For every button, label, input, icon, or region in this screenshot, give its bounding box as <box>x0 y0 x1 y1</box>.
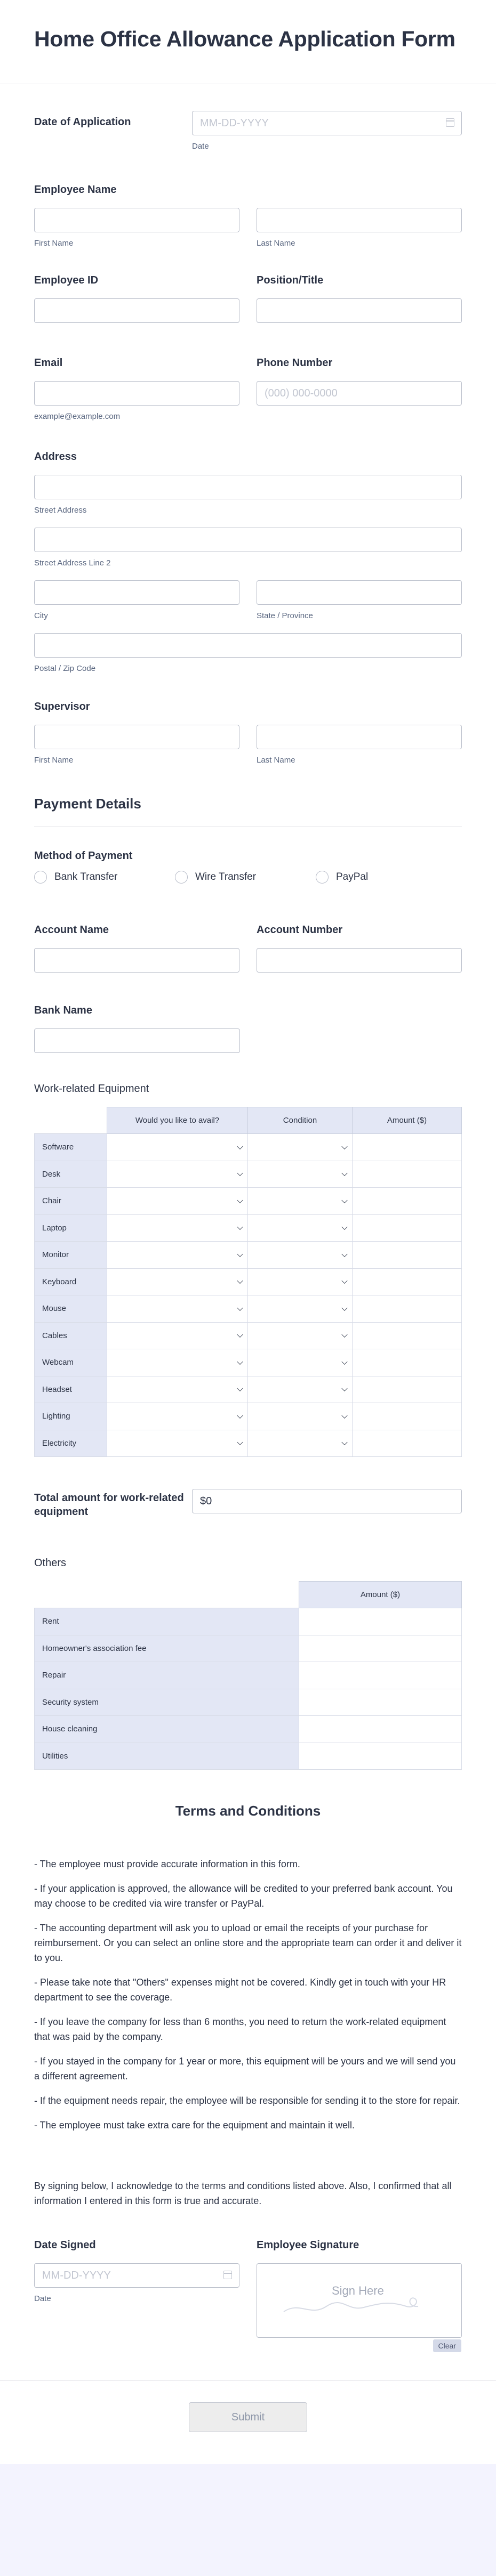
chevron-down-icon[interactable] <box>237 1143 243 1149</box>
employee-name-label: Employee Name <box>34 184 117 196</box>
calendar-icon[interactable] <box>223 2271 232 2279</box>
amount-input[interactable] <box>299 1635 462 1662</box>
table-row <box>35 1376 462 1403</box>
term-item: - If you stayed in the company for 1 year or more, this equipment will be yours and we will send you a different agreement. <box>34 2056 456 2081</box>
others-label: Others <box>34 1557 67 1569</box>
id-position-row <box>0 274 496 323</box>
form-header <box>0 0 496 84</box>
first-name-sublabel: First Name <box>34 239 74 248</box>
payment-section <box>0 796 496 827</box>
page-title: Home Office Allowance Application Form <box>34 27 455 51</box>
account-row <box>0 924 496 973</box>
table-row <box>35 1268 462 1295</box>
row-label: Webcam <box>35 1349 107 1376</box>
amount-input[interactable] <box>353 1214 462 1242</box>
employee-id-input[interactable] <box>34 298 239 323</box>
condition-select[interactable] <box>248 1376 353 1403</box>
table-row <box>35 1716 462 1743</box>
account-name-label: Account Name <box>34 924 109 936</box>
account-name-input[interactable] <box>34 948 239 973</box>
chevron-down-icon[interactable] <box>237 1332 243 1338</box>
total-label: Total amount for work-related equipment <box>34 1492 184 1518</box>
radio-wire-transfer[interactable] <box>175 871 316 884</box>
table-row <box>35 1662 462 1689</box>
column-header: Amount ($) <box>353 1107 462 1134</box>
email-phone-row <box>0 357 496 421</box>
column-header: Amount ($) <box>299 1582 462 1608</box>
chevron-down-icon[interactable] <box>341 1278 347 1284</box>
email-label: Email <box>34 357 63 369</box>
condition-select[interactable] <box>248 1214 353 1242</box>
condition-select[interactable] <box>248 1134 353 1161</box>
supervisor-last-name-input[interactable] <box>257 725 462 749</box>
chevron-down-icon[interactable] <box>341 1170 347 1176</box>
method-of-payment-label: Method of Payment <box>34 850 133 862</box>
supervisor-field <box>0 701 496 765</box>
amount-input[interactable] <box>353 1295 462 1323</box>
position-label: Position/Title <box>257 274 324 286</box>
term-item: - If you leave the company for less than 6 months, you need to return the work-related equipment that was paid by the company. <box>34 2016 446 2042</box>
submit-button[interactable]: Submit <box>189 2402 307 2432</box>
column-header: Condition <box>248 1107 353 1134</box>
signature-scribble-icon <box>278 2269 438 2333</box>
chevron-down-icon[interactable] <box>237 1386 243 1391</box>
others-field <box>0 1557 496 1770</box>
term-item: - The employee must provide accurate information in this form. <box>34 1859 300 1869</box>
chevron-down-icon[interactable] <box>341 1386 347 1391</box>
term-item: - Please take note that "Others" expenses might not be covered. Kindly get in touch with your HR department to see the coverage. <box>34 1977 446 2003</box>
section-divider <box>34 826 462 827</box>
chevron-down-icon[interactable] <box>341 1439 347 1445</box>
bank-name-field <box>0 1005 496 1053</box>
chevron-down-icon[interactable] <box>341 1305 347 1310</box>
avail-select[interactable] <box>107 1161 248 1188</box>
address-field <box>0 451 496 673</box>
table-corner <box>35 1582 299 1608</box>
table-row <box>35 1743 462 1770</box>
avail-select[interactable] <box>107 1268 248 1295</box>
table-row <box>35 1188 462 1215</box>
radio-bank-transfer[interactable] <box>34 871 175 884</box>
total-field <box>0 1489 496 1530</box>
employee-last-name-input[interactable] <box>257 208 462 232</box>
supervisor-first-sublabel: First Name <box>34 756 74 765</box>
address-label: Address <box>34 451 77 463</box>
equipment-table <box>34 1107 462 1457</box>
amount-input[interactable] <box>299 1608 462 1635</box>
signature-pad[interactable] <box>257 2263 462 2350</box>
condition-select[interactable] <box>248 1403 353 1430</box>
signature-hint: Sign Here <box>332 2284 384 2297</box>
others-table <box>34 1581 462 1770</box>
avail-select[interactable] <box>107 1403 248 1430</box>
chevron-down-icon[interactable] <box>341 1412 347 1418</box>
row-label: Lighting <box>35 1403 107 1430</box>
row-label: Homeowner's association fee <box>35 1635 299 1662</box>
table-corner <box>35 1107 107 1134</box>
table-row <box>35 1608 462 1635</box>
terms-title: Terms and Conditions <box>175 1803 321 1819</box>
table-row <box>35 1349 462 1376</box>
row-label: Security system <box>35 1689 299 1716</box>
equipment-field <box>0 1083 496 1457</box>
amount-input[interactable] <box>353 1430 462 1457</box>
street-address-sublabel: Street Address <box>34 506 87 515</box>
table-row <box>35 1295 462 1323</box>
chevron-down-icon[interactable] <box>237 1358 243 1364</box>
row-label: Keyboard <box>35 1268 107 1295</box>
payment-section-title: Payment Details <box>34 796 141 812</box>
amount-input[interactable] <box>299 1716 462 1743</box>
state-input[interactable] <box>257 580 462 605</box>
amount-input[interactable] <box>353 1376 462 1403</box>
equipment-label: Work-related Equipment <box>34 1083 149 1095</box>
row-label: Headset <box>35 1376 107 1403</box>
email-input[interactable] <box>34 381 239 406</box>
condition-select[interactable] <box>248 1161 353 1188</box>
amount-input[interactable] <box>353 1268 462 1295</box>
avail-select[interactable] <box>107 1242 248 1269</box>
date-signed-label: Date Signed <box>34 2239 96 2251</box>
row-label: Cables <box>35 1322 107 1349</box>
column-header: Would you like to avail? <box>107 1107 248 1134</box>
term-item: - The accounting department will ask you to upload or email the receipts of your purchase for reimbursement. Or you can select an online store and the appropriate team can order it and deliver it to you. <box>34 1923 462 1963</box>
chevron-down-icon[interactable] <box>341 1143 347 1149</box>
table-row <box>35 1161 462 1188</box>
signature-row <box>0 2239 496 2350</box>
bank-name-input[interactable] <box>34 1028 240 1053</box>
amount-input[interactable] <box>353 1161 462 1188</box>
chevron-down-icon[interactable] <box>341 1197 347 1203</box>
avail-select[interactable] <box>107 1295 248 1323</box>
chevron-down-icon[interactable] <box>341 1251 347 1257</box>
street-address-2-input[interactable] <box>34 528 462 552</box>
condition-select[interactable] <box>248 1349 353 1376</box>
avail-select[interactable] <box>107 1322 248 1349</box>
city-sublabel: City <box>34 611 48 620</box>
row-label: Monitor <box>35 1242 107 1269</box>
chevron-down-icon[interactable] <box>237 1197 243 1203</box>
state-sublabel: State / Province <box>257 611 313 620</box>
table-row <box>35 1134 462 1161</box>
chevron-down-icon[interactable] <box>237 1224 243 1230</box>
account-number-label: Account Number <box>257 924 343 936</box>
terms-list <box>34 1857 462 2133</box>
phone-input[interactable]: (000) 000-0000 <box>257 381 462 406</box>
clear-signature-button[interactable]: Clear <box>433 2339 461 2352</box>
total-input[interactable]: $0 <box>192 1489 462 1513</box>
terms-section <box>0 1803 496 2208</box>
avail-select[interactable] <box>107 1214 248 1242</box>
condition-select[interactable] <box>248 1188 353 1215</box>
row-label: Electricity <box>35 1430 107 1457</box>
table-row <box>35 1242 462 1269</box>
street-address-2-sublabel: Street Address Line 2 <box>34 558 111 568</box>
chevron-down-icon[interactable] <box>237 1305 243 1310</box>
supervisor-label: Supervisor <box>34 701 90 712</box>
employee-id-label: Employee ID <box>34 274 99 286</box>
supervisor-first-name-input[interactable] <box>34 725 239 749</box>
amount-input[interactable] <box>353 1188 462 1215</box>
row-label: House cleaning <box>35 1716 299 1743</box>
email-sublabel: example@example.com <box>34 412 121 421</box>
radio-label: Bank Transfer <box>54 871 118 882</box>
agreement-text: By signing below, I acknowledge to the terms and conditions listed above. Also, I confirmed that all information I entered in this form is true and accurate. <box>34 2181 452 2206</box>
date-of-application-label: Date of Application <box>34 116 131 128</box>
radio-label: PayPal <box>336 871 369 882</box>
table-row <box>35 1322 462 1349</box>
amount-input[interactable] <box>353 1322 462 1349</box>
date-of-application-input[interactable]: MM-DD-YYYY <box>192 111 462 135</box>
method-of-payment-field <box>0 850 496 884</box>
chevron-down-icon[interactable] <box>237 1439 243 1445</box>
chevron-down-icon[interactable] <box>237 1170 243 1176</box>
term-item: - The employee must take extra care for the equipment and maintain it well. <box>34 2120 355 2131</box>
row-label: Laptop <box>35 1214 107 1242</box>
date-signed-input[interactable]: MM-DD-YYYY <box>34 2263 239 2288</box>
condition-select[interactable] <box>248 1322 353 1349</box>
account-number-input[interactable] <box>257 948 462 973</box>
radio-label: Wire Transfer <box>195 871 257 882</box>
date-of-application-field <box>0 111 496 151</box>
date-sublabel: Date <box>192 142 209 151</box>
bank-name-label: Bank Name <box>34 1005 92 1016</box>
amount-input[interactable] <box>353 1242 462 1269</box>
row-label: Rent <box>35 1608 299 1635</box>
form-footer <box>0 2380 496 2464</box>
zip-input[interactable] <box>34 633 462 658</box>
amount-input[interactable] <box>353 1134 462 1161</box>
avail-select[interactable] <box>107 1188 248 1215</box>
row-label: Repair <box>35 1662 299 1689</box>
avail-select[interactable] <box>107 1430 248 1457</box>
row-label: Desk <box>35 1161 107 1188</box>
condition-select[interactable] <box>248 1268 353 1295</box>
table-row <box>35 1635 462 1662</box>
row-label: Software <box>35 1134 107 1161</box>
phone-label: Phone Number <box>257 357 333 369</box>
table-row <box>35 1689 462 1716</box>
employee-name-field <box>0 184 496 248</box>
radio-circle[interactable] <box>316 871 329 884</box>
employee-first-name-input[interactable] <box>34 208 239 232</box>
term-item: - If the equipment needs repair, the employee will be responsible for sending it to the store for repair. <box>34 2095 460 2106</box>
chevron-down-icon[interactable] <box>341 1332 347 1338</box>
amount-input[interactable] <box>299 1743 462 1770</box>
amount-input[interactable] <box>299 1662 462 1689</box>
street-address-input[interactable] <box>34 475 462 499</box>
table-row <box>35 1214 462 1242</box>
amount-input[interactable] <box>353 1403 462 1430</box>
condition-select[interactable] <box>248 1430 353 1457</box>
last-name-sublabel: Last Name <box>257 239 295 248</box>
row-label: Utilities <box>35 1743 299 1770</box>
row-label: Chair <box>35 1188 107 1215</box>
row-label: Mouse <box>35 1295 107 1323</box>
date-signed-sublabel: Date <box>34 2294 51 2303</box>
condition-select[interactable] <box>248 1295 353 1323</box>
zip-sublabel: Postal / Zip Code <box>34 664 96 673</box>
radio-circle[interactable] <box>175 871 188 884</box>
chevron-down-icon[interactable] <box>341 1358 347 1364</box>
city-input[interactable] <box>34 580 239 605</box>
avail-select[interactable] <box>107 1376 248 1403</box>
radio-circle[interactable] <box>34 871 47 884</box>
radio-paypal[interactable] <box>316 871 457 884</box>
amount-input[interactable] <box>353 1349 462 1376</box>
table-row <box>35 1430 462 1457</box>
chevron-down-icon[interactable] <box>341 1224 347 1230</box>
supervisor-last-sublabel: Last Name <box>257 756 295 765</box>
chevron-down-icon[interactable] <box>237 1251 243 1257</box>
condition-select[interactable] <box>248 1242 353 1269</box>
calendar-icon[interactable] <box>446 118 454 127</box>
chevron-down-icon[interactable] <box>237 1278 243 1284</box>
avail-select[interactable] <box>107 1349 248 1376</box>
position-input[interactable] <box>257 298 462 323</box>
amount-input[interactable] <box>299 1689 462 1716</box>
chevron-down-icon[interactable] <box>237 1412 243 1418</box>
signature-label: Employee Signature <box>257 2239 359 2251</box>
term-item: - If your application is approved, the allowance will be credited to your preferred bank account. You may choose to be credited via wire transfer or PayPal. <box>34 1883 453 1909</box>
table-row <box>35 1403 462 1430</box>
avail-select[interactable] <box>107 1134 248 1161</box>
